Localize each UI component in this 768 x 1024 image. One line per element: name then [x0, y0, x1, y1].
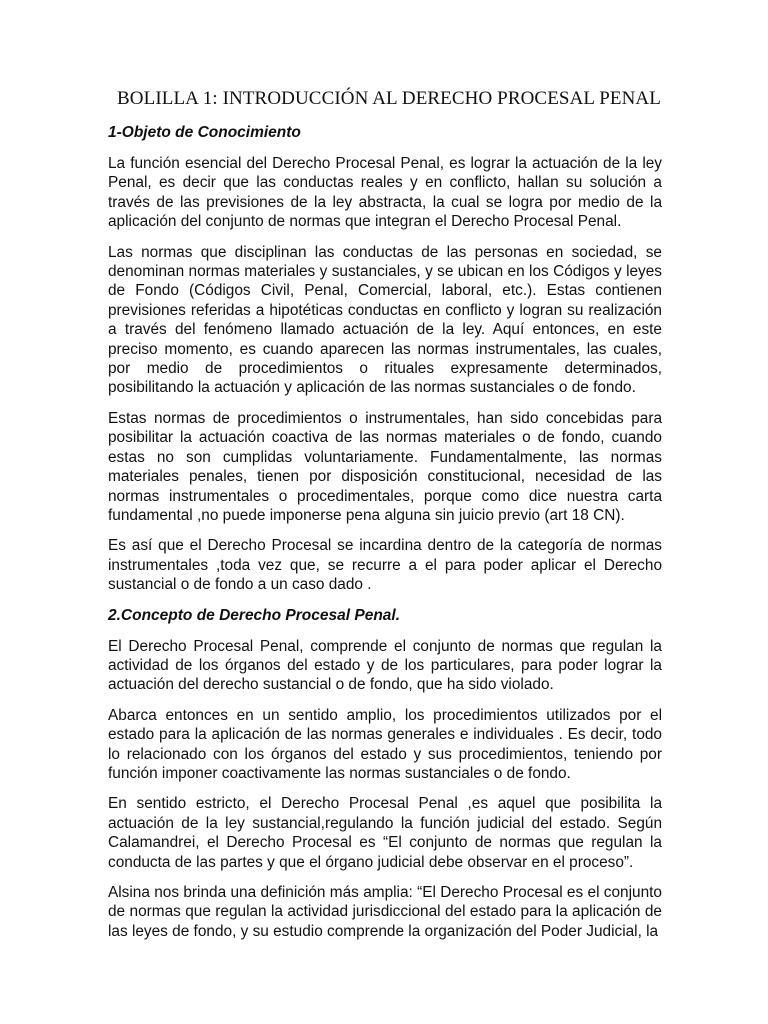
paragraph: La función esencial del Derecho Procesal Penal, es lograr la actuación de la ley Penal, es decir que las conductas reales y en conflicto, hallan su solución a través de las previsiones de la ley abstracta, la cual se logra por medio de la aplicación del conjunto de normas que integran el Derecho Procesal Penal.: [108, 155, 662, 231]
paragraph: Las normas que disciplinan las conductas de las personas en sociedad, se denominan normas materiales y sustanciales, y se ubican en los Códigos y leyes de Fondo (Códigos Civil, Penal, Comercial, laboral, etc.). Estas contienen previsiones referidas a hipotéticas conductas en conflicto y logran su realización a través del fenómeno llamado actuación de la ley. Aquí entonces, en este preciso momento, es cuando aparecen las normas instrumentales, las cuales, por medio de procedimientos o rituales expresamente determinados, posibilitando la actuación y aplicación de las normas sustanciales o de fondo.: [108, 243, 662, 397]
paragraph: Estas normas de procedimientos o instrumentales, han sido concebidas para posibilitar la actuación coactiva de las normas materiales o de fondo, cuando estas no son cumplidas voluntariamente. Fundamentalmente, las normas materiales penales, tienen por disposición constitucional, necesidad de las normas instrumentales o procedimentales, porque como dice nuestra carta fundamental ,no puede imponerse pena alguna sin juicio previo (art 18 CN).: [108, 409, 662, 524]
paragraph: Es así que el Derecho Procesal se incardina dentro de la categoría de normas instrumentales ,toda vez que, se recurre a el para poder aplicar el Derecho sustancial o de fondo a un caso dado .: [108, 537, 662, 594]
paragraph: En sentido estricto, el Derecho Procesal Penal ,es aquel que posibilita la actuación de la ley sustancial,regulando la función judicial del estado. Según Calamandrei, el Derecho Procesal es “El conjunto de normas que regulan la conducta de las partes y que el órgano judicial debe observar en el proceso”.: [108, 795, 662, 871]
section-heading-concepto: 2.Concepto de Derecho Procesal Penal.: [108, 606, 401, 624]
document-title: BOLILLA 1: INTRODUCCIÓN AL DERECHO PROCESAL PENAL: [117, 88, 661, 109]
paragraph: El Derecho Procesal Penal, comprende el conjunto de normas que regulan la actividad de los órganos del estado y de los particulares, para poder lograr la actuación del derecho sustancial o de fondo, que ha sido violado.: [108, 637, 662, 694]
paragraph: Abarca entonces en un sentido amplio, los procedimientos utilizados por el estado para la aplicación de las normas generales e individuales . Es decir, todo lo relacionado con los órganos del estado y sus procedimientos, teniendo por función imponer coactivamente las normas sustanciales o de fondo.: [108, 706, 662, 782]
section-heading-objeto: 1-Objeto de Conocimiento: [108, 124, 301, 141]
paragraph: Alsina nos brinda una definición más amplia: “El Derecho Procesal es el conjunto de normas que regulan la actividad jurisdiccional del estado para la aplicación de las leyes de fondo, y su estudio comprende la organización del Poder Judicial, la: [108, 884, 662, 940]
